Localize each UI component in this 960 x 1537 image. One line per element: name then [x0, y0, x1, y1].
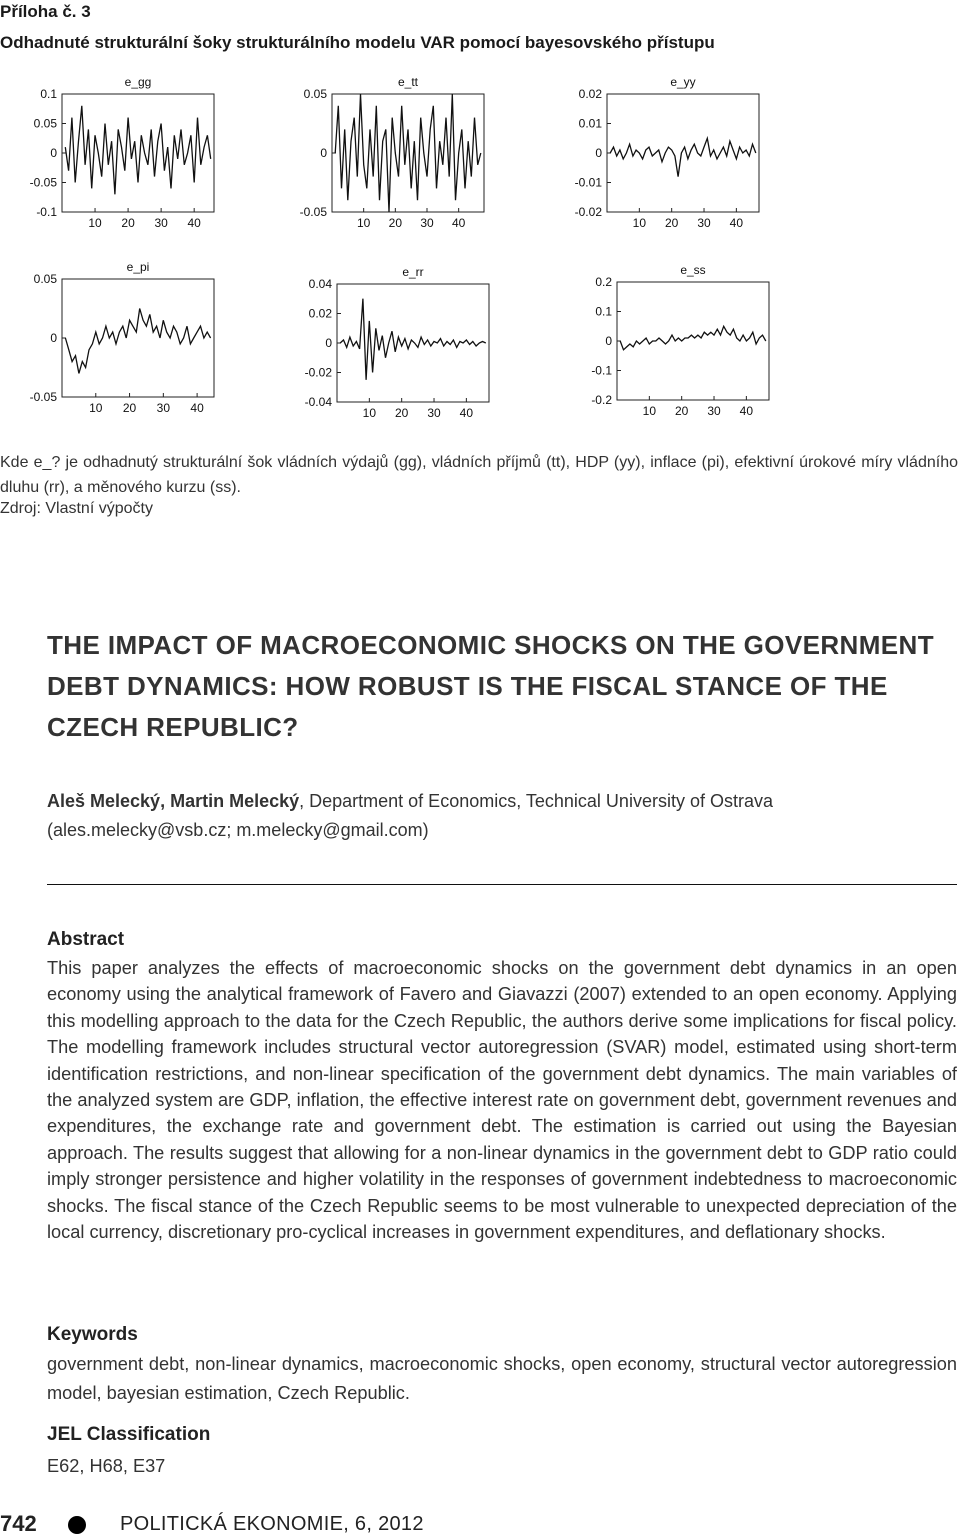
chart-frame: [332, 94, 484, 212]
y-tick-label: 0: [325, 336, 332, 350]
x-tick-label: 10: [632, 216, 647, 230]
x-tick-label: 20: [388, 216, 403, 230]
series-line: [65, 309, 210, 374]
x-tick-label: 30: [156, 401, 171, 415]
footer-bullet: [68, 1516, 86, 1534]
series-line: [620, 326, 766, 350]
chart-panel-e-yy: [545, 70, 845, 230]
series-line: [340, 299, 486, 380]
y-tick-label: -0.1: [36, 205, 57, 219]
y-tick-label: 0.05: [33, 272, 57, 286]
y-tick-label: -0.04: [304, 395, 332, 409]
x-tick-label: 40: [739, 404, 754, 418]
chart-e-rr: [275, 260, 575, 420]
chart-frame: [607, 94, 759, 212]
chart-title: e_gg: [124, 75, 152, 89]
x-tick-label: 20: [675, 404, 689, 418]
chart-title: e_yy: [670, 75, 696, 89]
y-tick-label: 0.04: [308, 277, 332, 291]
y-tick-label: 0.05: [303, 87, 327, 101]
chart-title: e_tt: [397, 75, 419, 89]
jel-codes: E62, H68, E37: [47, 1456, 166, 1476]
series-line: [610, 138, 756, 176]
x-tick-label: 20: [665, 216, 679, 230]
abstract-text: This paper analyzes the effects of macroeconomic shocks on the government debt dynamics in an open economy using the analytical framework of Favero and Giavazzi (2007) extended to an open economy. Applying this modelling approach to the data for the Czech Republic, the authors derive some implications for fiscal policy. The modelling framework includes structural vector autoregression (SVAR) model, estimated using short-term identification restrictions, and non-linear specification of the government debt dynamics. The main variables of the analyzed system are GDP, inflation, the effective interest rate on government debt, government revenues and expenditures, the exchange rate and government debt. The estimation is carried out using the Bayesian approach. The results suggest that allowing for a non-linear dynamics in the government debt to GDP ratio could imply stronger persistence and higher volatility in the responses of government indebtedness to macroeconomic shocks. The fiscal stance of the Czech Republic seems to be most vulnerable to unexpected depreciation of the local currency, discretionary pro-cyclical increases in government expenditures, and deflationary shocks.: [47, 958, 957, 1243]
chart-panel-e-gg: [0, 70, 300, 230]
y-tick-label: 0.02: [308, 306, 332, 321]
keywords-text: government debt, non-linear dynamics, macroeconomic shocks, open economy, structural vector autoregression model, bayesian estimation, Czech Republic.: [47, 1354, 957, 1403]
x-tick-label: 10: [356, 216, 371, 230]
author-names: Aleš Melecký, Martin Melecký: [47, 791, 300, 811]
series-line: [65, 106, 210, 195]
jel-heading: JEL Classification: [47, 1424, 211, 1445]
y-tick-label: 0.1: [595, 304, 612, 319]
chart-panel-e-pi: [0, 255, 300, 415]
x-tick-label: 10: [89, 401, 103, 415]
chart-title: e_rr: [402, 265, 424, 279]
y-tick-label: 0.02: [578, 87, 602, 101]
chart-title: e_pi: [126, 260, 150, 274]
chart-panel-e-rr: [275, 260, 575, 420]
y-tick-label: -0.2: [591, 393, 612, 407]
y-tick-label: 0.01: [578, 116, 602, 131]
x-tick-label: 20: [395, 406, 409, 420]
chart-e-gg: [0, 70, 300, 230]
y-tick-label: 0: [595, 146, 602, 160]
x-tick-label: 10: [362, 406, 377, 420]
author-affiliation: , Department of Economics, Technical University of Ostrava (ales.melecky@vsb.cz; m.melecky@gmail.com): [47, 791, 773, 840]
y-tick-label: 0: [605, 334, 612, 348]
y-tick-label: 0.1: [40, 87, 57, 101]
chart-title: e_ss: [680, 263, 706, 277]
x-tick-label: 20: [121, 216, 135, 230]
x-tick-label: 30: [427, 406, 441, 420]
x-tick-label: 40: [187, 216, 201, 230]
chart-e-tt: [270, 70, 570, 230]
x-tick-label: 10: [642, 404, 657, 418]
y-tick-label: -0.05: [29, 175, 57, 190]
x-tick-label: 30: [420, 216, 434, 230]
y-tick-label: 0.2: [595, 275, 612, 289]
appendix-label: Příloha č. 3: [0, 2, 91, 21]
x-tick-label: 30: [697, 216, 711, 230]
chart-panel-e-ss: [555, 258, 855, 418]
y-tick-label: 0.05: [33, 116, 57, 131]
chart-panel-e-tt: [270, 70, 570, 230]
x-tick-label: 30: [707, 404, 721, 418]
journal-name: POLITICKÁ EKONOMIE, 6, 2012: [120, 1513, 424, 1535]
chart-e-yy: [545, 70, 845, 230]
series-line: [335, 94, 481, 212]
article-title: THE IMPACT OF MACROECONOMIC SHOCKS ON THE GOVERNMENT DEBT DYNAMICS: HOW ROBUST IS THE FISCAL STANCE OF THE CZECH REPUBLIC?: [47, 630, 934, 742]
y-tick-label: -0.02: [304, 365, 332, 380]
y-tick-label: 0: [50, 331, 57, 345]
y-tick-label: -0.05: [29, 390, 57, 404]
x-tick-label: 20: [122, 401, 137, 415]
section-divider: [47, 884, 957, 885]
page-number: 742: [0, 1511, 37, 1536]
y-tick-label: 0: [50, 146, 57, 160]
x-tick-label: 10: [88, 216, 102, 230]
figure-source: Zdroj: Vlastní výpočty: [0, 500, 153, 517]
y-tick-label: -0.1: [591, 363, 612, 378]
x-tick-label: 40: [729, 216, 744, 230]
y-tick-label: -0.01: [574, 175, 602, 190]
x-tick-label: 40: [459, 406, 474, 420]
keywords-heading: Keywords: [47, 1324, 138, 1345]
y-tick-label: -0.02: [574, 205, 602, 219]
abstract-heading: Abstract: [47, 929, 125, 950]
x-tick-label: 40: [190, 401, 204, 415]
article-authors: [47, 787, 952, 845]
y-tick-label: -0.05: [299, 205, 327, 219]
figure-caption: Kde e_? je odhadnutý strukturální šok vládních výdajů (gg), vládních příjmů (tt), HDP (yy), inflace (pi), efektivní úrokové míry vládního dluhu (rr), a měnového kurzu (ss).: [0, 454, 958, 496]
chart-e-ss: [555, 258, 855, 418]
chart-frame: [62, 279, 214, 397]
y-tick-label: 0: [320, 146, 327, 160]
appendix-heading: Odhadnuté strukturální šoky strukturálního modelu VAR pomocí bayesovského přístupu: [0, 33, 715, 52]
x-tick-label: 30: [154, 216, 168, 230]
chart-e-pi: [0, 255, 300, 415]
x-tick-label: 40: [451, 216, 466, 230]
